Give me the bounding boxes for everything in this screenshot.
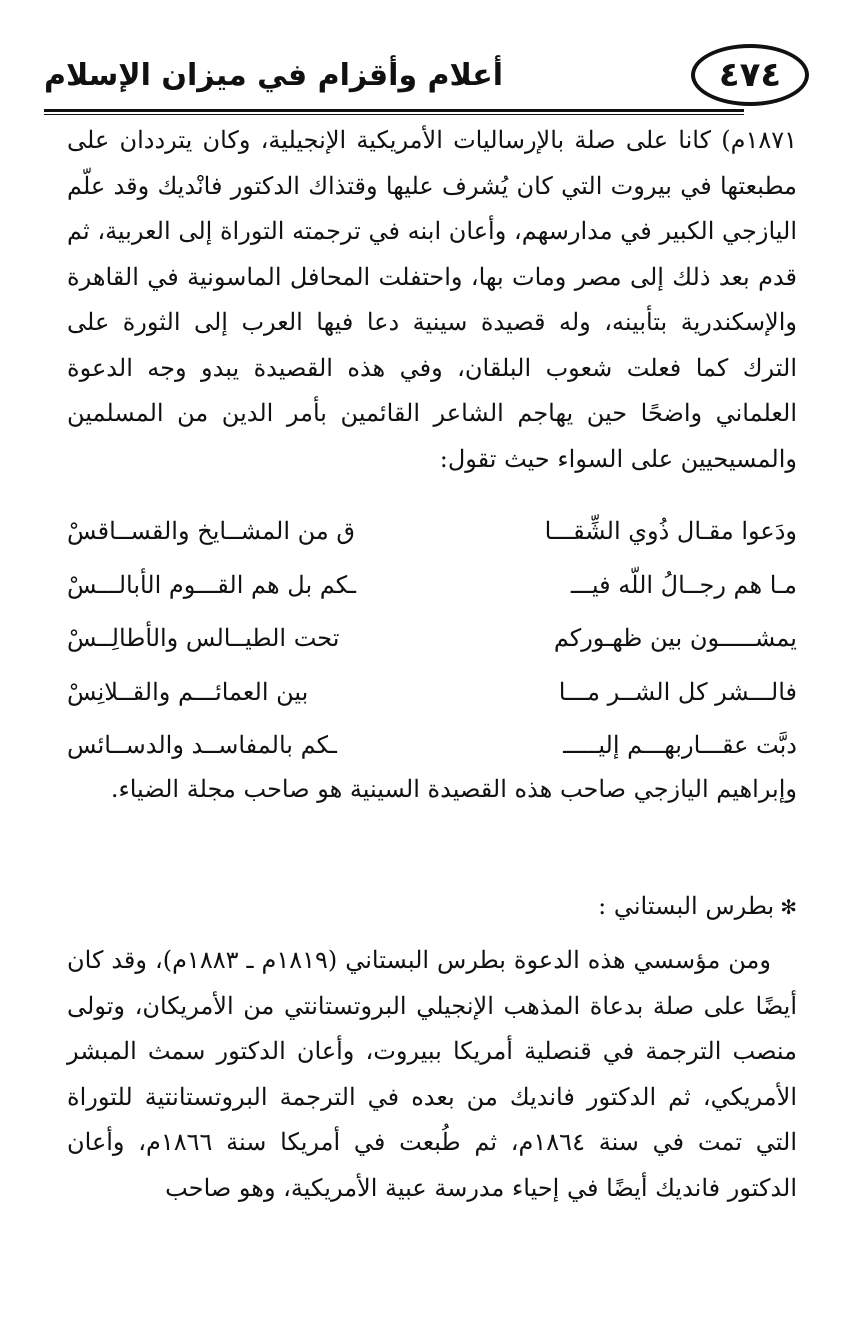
verse-first-hemistich: دبَّت عقـــاربهـــم إليـــــ (563, 731, 797, 759)
verse-second-hemistich: ق من المشــايخ والقســاقسْ (67, 517, 356, 545)
verse-second-hemistich: تحت الطيــالس والأطالِــسْ (67, 624, 340, 652)
section-paragraph: ومن مؤسسي هذه الدعوة بطرس البستاني (١٨١٩م ـ ١٨٨٣م)، وقد كان أيضًا على صلة بدعاة المذهب الإنجيلي البروتستانتي من الأمريكان، وتولى منصب الترجمة في قنصلية أمريكا ببيروت، وأعان الدكتور سمث المبشر الأمريكي، ثم الدكتور فانديك من بعده في الترجمة البروتستانتية للتوراة التي تمت في سنة ١٨٦٤م، ثم طُبعت في أمريكا سنة ١٨٦٦م، وأعان الدكتور فانديك أيضًا في إحياء مدرسة عبية الأمريكية، وهو صاحب (67, 946, 797, 1202)
running-title: أعلام وأقزام في ميزان الإسلام (44, 58, 504, 93)
poem (67, 505, 797, 773)
verse-first-hemistich: مـا هم رجــالُ اللّه فيـــ (570, 570, 797, 599)
poem-verse (67, 559, 797, 613)
verse-second-hemistich: ـكم بل هم القـــوم الأبالـــسْ (67, 570, 357, 599)
verse-second-hemistich: ـكم بالمفاســد والدســائس (67, 731, 337, 759)
after-poem-paragraph: وإبراهيم اليازجي صاحب هذه القصيدة السينية هو صاحب مجلة الضياء. (110, 775, 797, 803)
header-rule (44, 109, 744, 112)
verse-first-hemistich: يمشـــــون بين ظهـوركم (553, 624, 797, 652)
verse-second-hemistich: بين العمائـــم والقــلانِسْ (67, 677, 309, 706)
verse-first-hemistich: فالـــشر كل الشــر مـــا (558, 677, 797, 706)
section-heading-text: بطرس البستاني : (598, 892, 775, 920)
page-number: ٤٧٤ (691, 44, 809, 106)
asterisk-icon: ✻ (780, 895, 797, 919)
verse-first-hemistich: ودَعوا مقـال ذُوي الشِّقـــا (544, 517, 797, 545)
section-body (67, 938, 797, 1211)
body-paragraph (67, 118, 797, 482)
header-rule-thin (44, 114, 744, 115)
poem-verse (67, 719, 797, 773)
poem-verse (67, 505, 797, 559)
paragraph-1: ١٨٧١م) كانا على صلة بالإرساليات الأمريكية الإنجيلية، وكان يترددان على مطبعتها في بيروت التي كان يُشرف عليها وقتذاك الدكتور فانْديك وقد علّم اليازجي الكبير في مدارسهم، وأعان ابنه في ترجمته التوراة إلى العربية، ثم قدم بعد ذلك إلى مصر ومات بها، واحتفلت المحافل الماسونية في القاهرة والإسكندرية بتأبينه، وله قصيدة سينية دعا فيها العرب إلى الثورة على الترك كما فعلت شعوب البلقان، وفي هذه القصيدة يبدو وجه الدعوة العلماني واضحًا حين يهاجم الشاعر القائمين بأمر الدين من المسلمين والمسيحيين على السواء حيث تقول: (67, 126, 798, 473)
poem-verse (67, 612, 797, 666)
section-heading (67, 884, 797, 929)
poem-verse (67, 666, 797, 720)
running-header (44, 42, 809, 110)
